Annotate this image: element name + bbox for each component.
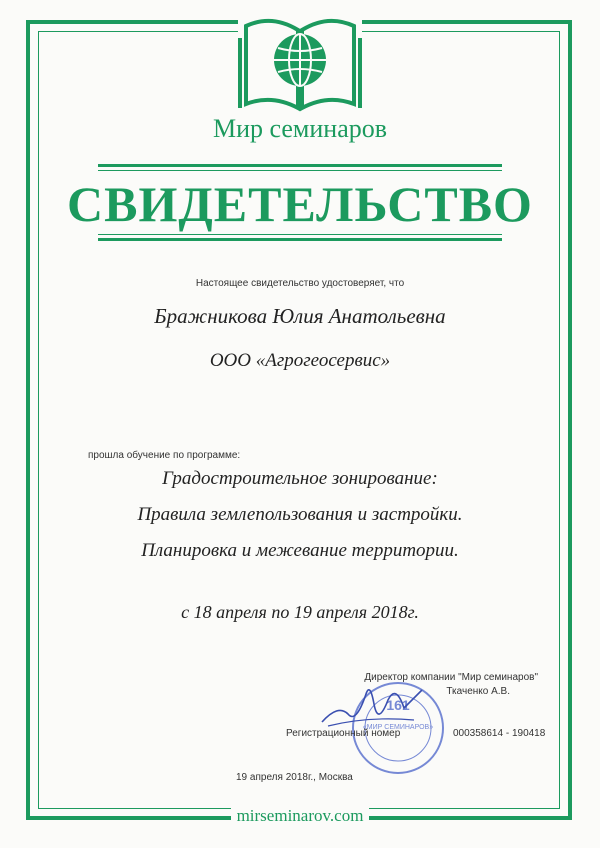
title-top-rule-thin bbox=[98, 170, 502, 171]
issue-date-place: 19 апреля 2018г., Москва bbox=[236, 772, 353, 783]
organization-name: ООО «Агрогеосервис» bbox=[209, 350, 391, 371]
program-intro: прошла обучение по программе: bbox=[88, 450, 241, 461]
book-globe-logo bbox=[238, 8, 362, 112]
title-top-rule bbox=[98, 164, 502, 167]
book-globe-icon bbox=[238, 8, 362, 112]
svg-text:161: 161 bbox=[386, 697, 410, 713]
program-line-2: Правила землепользования и застройки. bbox=[137, 504, 463, 525]
program-line-3: Планировка и межевание территории. bbox=[141, 540, 459, 561]
website-footer bbox=[0, 806, 600, 826]
signature-icon bbox=[318, 674, 428, 734]
training-dates: с 18 апреля по 19 апреля 2018г. bbox=[181, 602, 419, 622]
director-signature bbox=[318, 674, 428, 734]
director-name: Ткаченко А.В. bbox=[446, 686, 510, 697]
title-bottom-rule bbox=[98, 238, 502, 241]
person-name: Бражникова Юлия Анатольевна bbox=[154, 304, 446, 328]
website-url: mirseminarov.com bbox=[231, 806, 370, 825]
title-bottom-rule-thin bbox=[98, 234, 502, 235]
director-title: Директор компании "Мир семинаров" bbox=[364, 672, 538, 683]
program-line-1: Градостроительное зонирование: bbox=[162, 468, 438, 489]
brand-name: Мир семинаров bbox=[212, 114, 388, 143]
certificate-title: СВИДЕТЕЛЬСТВО bbox=[67, 176, 533, 232]
stamp-text: «МИР СЕМИНАРОВ» bbox=[362, 724, 434, 731]
intro-text: Настоящее свидетельство удостоверяет, что bbox=[195, 278, 405, 289]
registration-number: 000358614 - 190418 bbox=[453, 728, 546, 739]
registration-label: Регистрационный номер bbox=[286, 728, 401, 739]
